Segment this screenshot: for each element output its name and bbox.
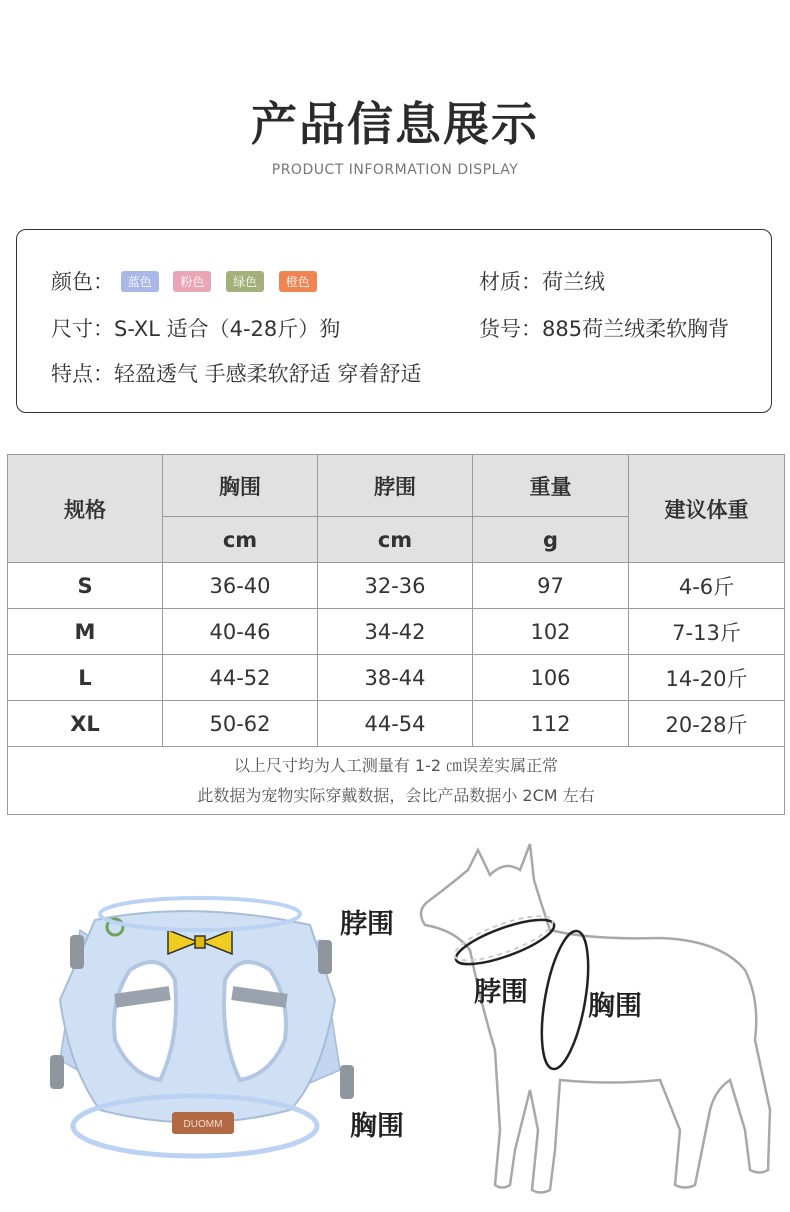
dog-neck-label: 脖围 [474, 977, 528, 1008]
neck-cell: 44-54 [318, 701, 473, 747]
neck-header: 脖围 [318, 455, 473, 517]
table-row [8, 609, 785, 655]
color-tag-green: 绿色 [226, 271, 264, 292]
suggest-cell: 4-6斤 [629, 563, 785, 609]
features-text: 特点：轻盈透气 手感柔软舒适 穿着舒适 [51, 362, 422, 386]
measurement-illustration [0, 830, 790, 1212]
size-cell: XL [8, 701, 163, 747]
weight-unit: g [473, 517, 629, 563]
suggest-cell: 14-20斤 [629, 655, 785, 701]
color-tag-pink: 粉色 [173, 271, 211, 292]
dog-chest-label: 胸围 [588, 991, 642, 1022]
size-cell: M [8, 609, 163, 655]
measurement-note [8, 747, 785, 815]
chest-cell: 40-46 [163, 609, 318, 655]
suggest-cell: 20-28斤 [629, 701, 785, 747]
table-row [8, 563, 785, 609]
note-line-2: 此数据为宠物实际穿戴数据，会比产品数据小 2CM 左右 [197, 785, 595, 805]
weight-cell: 112 [473, 701, 629, 747]
brand-tag-text: DUOMM [183, 1119, 223, 1130]
size-cell: L [8, 655, 163, 701]
weight-cell: 102 [473, 609, 629, 655]
neck-unit: cm [318, 517, 473, 563]
table-row [8, 655, 785, 701]
size-text: 尺寸：S-XL 适合（4-28斤）狗 [51, 317, 341, 341]
item-number-text: 货号：885荷兰绒柔软胸背 [479, 317, 730, 341]
note-line-1: 以上尺寸均为人工测量有 1-2 ㎝误差实属正常 [233, 755, 559, 775]
size-table [7, 454, 785, 815]
chest-cell: 44-52 [163, 655, 318, 701]
chest-cell: 36-40 [163, 563, 318, 609]
chest-header: 胸围 [163, 455, 318, 517]
harness-image [0, 830, 380, 1212]
color-tag-blue: 蓝色 [121, 271, 159, 292]
spec-header: 规格 [8, 455, 163, 563]
harness-chest-label: 胸围 [350, 1111, 404, 1142]
size-cell: S [8, 563, 163, 609]
harness-neck-label: 脖围 [340, 909, 394, 940]
neck-cell: 34-42 [318, 609, 473, 655]
table-header-row [8, 455, 785, 517]
chest-cell: 50-62 [163, 701, 318, 747]
product-info-box [16, 229, 772, 413]
weight-header: 重量 [473, 455, 629, 517]
color-label: 颜色： [51, 270, 114, 294]
neck-cell: 32-36 [318, 563, 473, 609]
material-text: 材质：荷兰绒 [479, 270, 605, 294]
color-row [51, 266, 325, 296]
page-title: 产品信息展示 [251, 97, 539, 151]
page-subtitle: PRODUCT INFORMATION DISPLAY [271, 162, 519, 178]
color-tag-orange: 橙色 [279, 271, 317, 292]
neck-cell: 38-44 [318, 655, 473, 701]
weight-cell: 97 [473, 563, 629, 609]
chest-unit: cm [163, 517, 318, 563]
table-row [8, 701, 785, 747]
suggest-cell: 7-13斤 [629, 609, 785, 655]
table-note-row [8, 747, 785, 815]
suggest-weight-header: 建议体重 [629, 455, 785, 563]
weight-cell: 106 [473, 655, 629, 701]
